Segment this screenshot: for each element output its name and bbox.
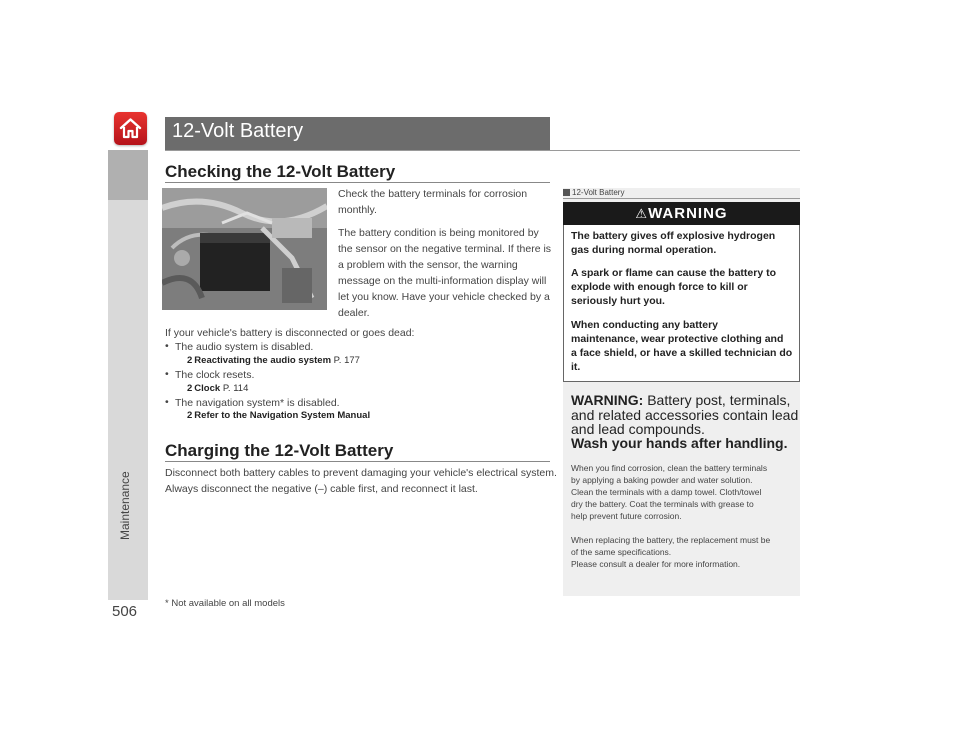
bullet-clock: The clock resets.	[175, 369, 255, 381]
sensor-line-3: a problem with the sensor, the warning	[338, 259, 518, 271]
sensor-line-4: message on the multi-information display will	[338, 275, 547, 287]
lead-warning-2: and related accessories contain lead	[571, 407, 799, 423]
sensor-line-2: the sensor on the negative terminal. If there is	[338, 243, 552, 255]
warning-title	[563, 202, 800, 225]
dead-battery-intro: If your vehicle's battery is disconnected or goes dead:	[165, 327, 415, 339]
section-sidebar-top	[108, 150, 148, 200]
home-button[interactable]	[114, 112, 147, 145]
bullet-audio: The audio system is disabled.	[175, 341, 314, 353]
corrosion-tip-4: dry the battery. Coat the terminals with grease to	[571, 499, 754, 509]
ref-clock-page: P. 114	[222, 383, 249, 394]
warn-gas-2: gas during normal operation.	[571, 244, 717, 256]
warn-maint-3: a face shield, or have a skilled technician do	[571, 347, 793, 359]
section-label: Maintenance	[118, 471, 132, 540]
ref-audio[interactable]	[187, 355, 360, 366]
checking-heading: Checking the 12-Volt Battery	[165, 162, 396, 181]
bullet-navigation: The navigation system* is disabled.	[175, 397, 340, 409]
lead-warning-1	[571, 392, 790, 408]
side-note-rule	[563, 198, 800, 199]
page-number: 506	[112, 603, 138, 620]
footnote: * Not available on all models	[165, 598, 285, 609]
ref-clock-title: Clock	[194, 383, 221, 394]
reference-arrow-icon: 2	[187, 410, 193, 421]
sensor-line-5: let you know. Have your vehicle checked by a	[338, 291, 550, 303]
lead-warning-3: and lead compounds.	[571, 421, 705, 437]
ref-navigation[interactable]	[187, 410, 370, 421]
lead-warning-label: WARNING:	[571, 392, 644, 408]
reference-arrow-icon: 2	[187, 383, 193, 394]
corrosion-text-2: monthly.	[338, 204, 377, 216]
home-icon	[114, 112, 147, 145]
lead-warning-wash: Wash your hands after handling.	[571, 435, 788, 451]
corrosion-tip-1: When you find corrosion, clean the battery terminals	[571, 463, 768, 473]
warn-maint-4: it.	[571, 361, 581, 373]
sensor-line-1: The battery condition is being monitored by	[338, 227, 539, 239]
corrosion-tip-2: by applying a baking powder and water solution.	[571, 475, 753, 485]
charging-rule	[165, 461, 550, 462]
replace-tip-2: of the same specifications.	[571, 547, 672, 557]
bullet-dot: •	[165, 340, 169, 352]
reference-arrow-icon: 2	[187, 355, 193, 366]
warning-triangle-icon: ⚠	[635, 206, 649, 221]
battery-photo	[162, 188, 327, 310]
ref-audio-title: Reactivating the audio system	[194, 355, 332, 366]
side-note-head	[563, 188, 800, 198]
warn-spark-3: seriously hurt you.	[571, 295, 665, 307]
corrosion-text-1: Check the battery terminals for corrosion	[338, 188, 528, 200]
warn-gas-1: The battery gives off explosive hydrogen	[571, 230, 776, 242]
lead-warning-line-1: Battery post, terminals,	[647, 392, 791, 408]
page-title: 12-Volt Battery	[172, 120, 304, 142]
replace-tip-3: Please consult a dealer for more information.	[571, 559, 741, 569]
side-note-head-text: 12-Volt Battery	[572, 188, 625, 197]
bullet-dot: •	[165, 396, 169, 408]
sensor-line-6: dealer.	[338, 307, 370, 319]
corrosion-tip-5: help prevent future corrosion.	[571, 511, 682, 521]
checking-rule	[165, 182, 550, 183]
title-rule	[165, 150, 800, 151]
warn-spark-1: A spark or flame can cause the battery to	[571, 267, 777, 279]
warn-maint-2: maintenance, wear protective clothing and	[571, 333, 784, 345]
charging-heading: Charging the 12-Volt Battery	[165, 441, 394, 460]
charging-line-1: Disconnect both battery cables to prevent damaging your vehicle's electrical system.	[165, 467, 557, 479]
ref-audio-page: P. 177	[333, 355, 360, 366]
warn-maint-1: When conducting any battery	[571, 319, 719, 331]
bullet-dot: •	[165, 368, 169, 380]
warn-spark-2: explode with enough force to kill or	[571, 281, 748, 293]
ref-clock[interactable]	[187, 383, 248, 394]
charging-line-2: Always disconnect the negative (–) cable first, and reconnect it last.	[165, 483, 478, 495]
corrosion-tip-3: Clean the terminals with a damp towel. Cloth/towel	[571, 487, 762, 497]
warning-title-text: WARNING	[648, 205, 728, 222]
ref-navigation-title: Refer to the Navigation System Manual	[194, 410, 371, 421]
note-marker-icon	[563, 189, 570, 196]
replace-tip-1: When replacing the battery, the replacement must be	[571, 535, 771, 545]
